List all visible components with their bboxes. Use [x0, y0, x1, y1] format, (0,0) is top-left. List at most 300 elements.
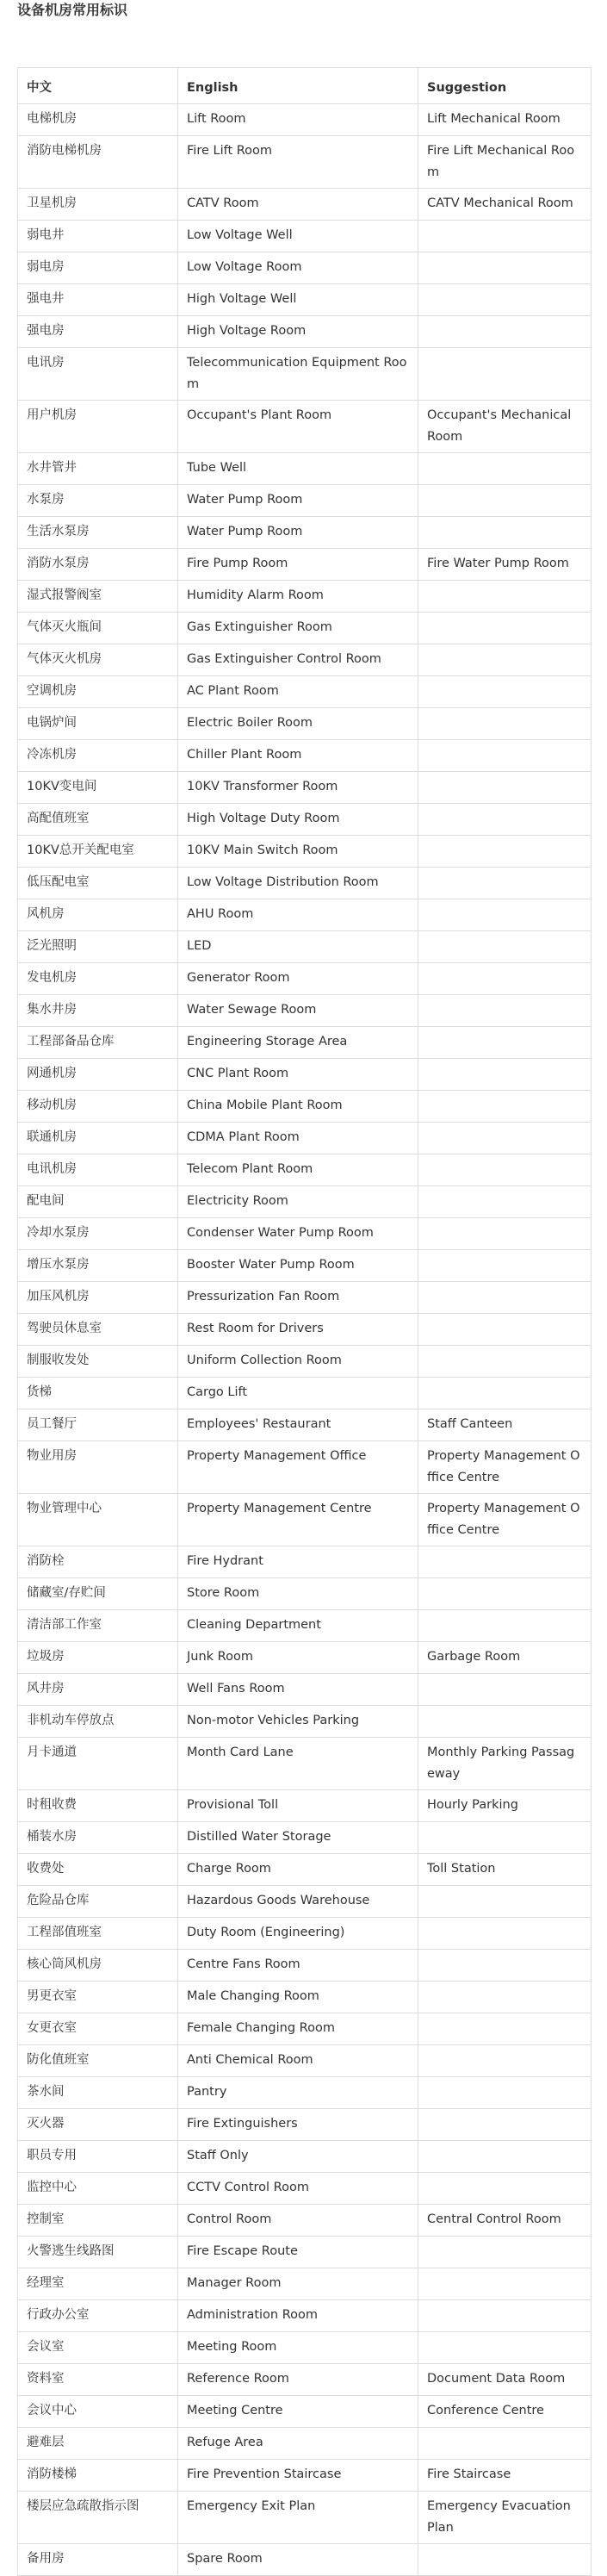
cell-suggestion	[418, 2268, 592, 2300]
cell-chinese: 备用房	[18, 2544, 178, 2576]
cell-suggestion	[418, 517, 592, 549]
cell-chinese: 弱电井	[18, 221, 178, 252]
cell-english: LED	[178, 931, 418, 963]
cell-suggestion	[418, 2237, 592, 2268]
cell-english: Generator Room	[178, 963, 418, 995]
cell-suggestion	[418, 453, 592, 485]
table-row	[18, 1822, 592, 1854]
table-row	[18, 1378, 592, 1409]
table-row	[18, 2460, 592, 2492]
table-row	[18, 104, 592, 136]
cell-suggestion: Fire Water Pump Room	[418, 549, 592, 581]
cell-suggestion	[418, 644, 592, 676]
table-row	[18, 136, 592, 189]
cell-english: Meeting Centre	[178, 2396, 418, 2428]
table-row	[18, 644, 592, 676]
cell-suggestion	[418, 2013, 592, 2045]
cell-chinese: 灭火器	[18, 2109, 178, 2141]
table-row	[18, 549, 592, 581]
cell-chinese: 经理室	[18, 2268, 178, 2300]
table-row	[18, 1950, 592, 1982]
cell-chinese: 风机房	[18, 899, 178, 931]
cell-suggestion	[418, 1822, 592, 1854]
cell-suggestion	[418, 2141, 592, 2173]
cell-english: Centre Fans Room	[178, 1950, 418, 1982]
cell-english: Condenser Water Pump Room	[178, 1218, 418, 1250]
table-row	[18, 252, 592, 284]
cell-chinese: 水井管井	[18, 453, 178, 485]
table-row	[18, 1918, 592, 1950]
table-row	[18, 2205, 592, 2237]
cell-chinese: 配电间	[18, 1186, 178, 1218]
cell-suggestion	[418, 1578, 592, 1610]
cell-english: Telecommunication Equipment Room	[178, 348, 418, 401]
cell-chinese: 网通机房	[18, 1059, 178, 1091]
cell-chinese: 强电房	[18, 316, 178, 348]
table-row	[18, 2268, 592, 2300]
table-row	[18, 221, 592, 252]
cell-chinese: 用户机房	[18, 401, 178, 453]
cell-suggestion: Conference Centre	[418, 2396, 592, 2428]
cell-chinese: 泛光照明	[18, 931, 178, 963]
cell-english: Electricity Room	[178, 1186, 418, 1218]
cell-suggestion	[418, 316, 592, 348]
cell-suggestion	[418, 485, 592, 517]
cell-chinese: 电梯机房	[18, 104, 178, 136]
cell-suggestion	[418, 1706, 592, 1738]
cell-suggestion: Hourly Parking	[418, 1790, 592, 1822]
column-header-english: English	[178, 68, 418, 104]
cell-english: Lift Room	[178, 104, 418, 136]
cell-chinese: 移动机房	[18, 1091, 178, 1123]
table-row	[18, 740, 592, 772]
table-row	[18, 2492, 592, 2544]
column-header-chinese: 中文	[18, 68, 178, 104]
cell-chinese: 垃圾房	[18, 1642, 178, 1674]
cell-chinese: 空调机房	[18, 676, 178, 708]
cell-english: Engineering Storage Area	[178, 1027, 418, 1059]
cell-chinese: 消防栓	[18, 1546, 178, 1578]
table-row	[18, 613, 592, 644]
table-row	[18, 2332, 592, 2364]
table-row	[18, 189, 592, 221]
cell-chinese: 低压配电室	[18, 868, 178, 899]
cell-suggestion	[418, 348, 592, 401]
cell-suggestion	[418, 1123, 592, 1154]
cell-chinese: 湿式报警阀室	[18, 581, 178, 613]
cell-chinese: 非机动车停放点	[18, 1706, 178, 1738]
cell-chinese: 10KV总开关配电室	[18, 836, 178, 868]
cell-english: Pressurization Fan Room	[178, 1282, 418, 1314]
cell-english: Water Pump Room	[178, 517, 418, 549]
cell-english: Fire Extinguishers	[178, 2109, 418, 2141]
cell-chinese: 10KV变电间	[18, 772, 178, 804]
glossary-table	[17, 67, 592, 2576]
cell-english: Low Voltage Room	[178, 252, 418, 284]
cell-english: Non-motor Vehicles Parking	[178, 1706, 418, 1738]
table-row	[18, 836, 592, 868]
cell-chinese: 集水井房	[18, 995, 178, 1027]
cell-english: Low Voltage Distribution Room	[178, 868, 418, 899]
cell-chinese: 职员专用	[18, 2141, 178, 2173]
cell-chinese: 消防电梯机房	[18, 136, 178, 189]
cell-suggestion	[418, 931, 592, 963]
cell-english: Junk Room	[178, 1642, 418, 1674]
cell-chinese: 收费处	[18, 1854, 178, 1886]
cell-english: Tube Well	[178, 453, 418, 485]
table-row	[18, 1578, 592, 1610]
table-row	[18, 581, 592, 613]
cell-chinese: 月卡通道	[18, 1738, 178, 1790]
cell-chinese: 危险品仓库	[18, 1886, 178, 1918]
table-row	[18, 485, 592, 517]
cell-chinese: 电锅炉间	[18, 708, 178, 740]
cell-suggestion	[418, 1982, 592, 2013]
table-row	[18, 676, 592, 708]
cell-english: Distilled Water Storage	[178, 1822, 418, 1854]
cell-suggestion: Document Data Room	[418, 2364, 592, 2396]
cell-suggestion	[418, 1186, 592, 1218]
table-row	[18, 2141, 592, 2173]
cell-english: Humidity Alarm Room	[178, 581, 418, 613]
cell-suggestion	[418, 1546, 592, 1578]
cell-suggestion	[418, 1610, 592, 1642]
cell-chinese: 控制室	[18, 2205, 178, 2237]
cell-english: Water Sewage Room	[178, 995, 418, 1027]
cell-chinese: 冷冻机房	[18, 740, 178, 772]
cell-english: Male Changing Room	[178, 1982, 418, 2013]
cell-english: Emergency Exit Plan	[178, 2492, 418, 2544]
cell-chinese: 强电井	[18, 284, 178, 316]
cell-suggestion: Staff Canteen	[418, 1409, 592, 1441]
cell-chinese: 员工餐厅	[18, 1409, 178, 1441]
cell-chinese: 气体灭火瓶间	[18, 613, 178, 644]
cell-chinese: 货梯	[18, 1378, 178, 1409]
table-row	[18, 1546, 592, 1578]
table-row	[18, 1610, 592, 1642]
cell-chinese: 水泵房	[18, 485, 178, 517]
cell-suggestion	[418, 581, 592, 613]
cell-chinese: 消防水泵房	[18, 549, 178, 581]
table-row	[18, 2013, 592, 2045]
cell-suggestion: Toll Station	[418, 1854, 592, 1886]
cell-suggestion	[418, 676, 592, 708]
cell-english: Manager Room	[178, 2268, 418, 2300]
table-row	[18, 1886, 592, 1918]
column-header-suggestion: Suggestion	[418, 68, 592, 104]
table-row	[18, 1282, 592, 1314]
table-row	[18, 868, 592, 899]
cell-chinese: 工程部值班室	[18, 1918, 178, 1950]
cell-english: Month Card Lane	[178, 1738, 418, 1790]
cell-suggestion	[418, 2077, 592, 2109]
cell-suggestion	[418, 899, 592, 931]
cell-english: Meeting Room	[178, 2332, 418, 2364]
cell-suggestion	[418, 1378, 592, 1409]
table-row	[18, 284, 592, 316]
page-title: 设备机房常用标识	[17, 2, 128, 18]
table-row	[18, 2428, 592, 2460]
cell-suggestion	[418, 772, 592, 804]
cell-english: Anti Chemical Room	[178, 2045, 418, 2077]
cell-suggestion: Occupant's Mechanical Room	[418, 401, 592, 453]
cell-chinese: 会议室	[18, 2332, 178, 2364]
cell-chinese: 驾驶员休息室	[18, 1314, 178, 1346]
cell-suggestion	[418, 1091, 592, 1123]
cell-english: AHU Room	[178, 899, 418, 931]
cell-suggestion: Emergency Evacuation Plan	[418, 2492, 592, 2544]
cell-suggestion	[418, 1950, 592, 1982]
cell-chinese: 冷却水泵房	[18, 1218, 178, 1250]
cell-english: Low Voltage Well	[178, 221, 418, 252]
cell-chinese: 避难层	[18, 2428, 178, 2460]
cell-english: Female Changing Room	[178, 2013, 418, 2045]
cell-chinese: 男更衣室	[18, 1982, 178, 2013]
cell-suggestion	[418, 2045, 592, 2077]
cell-chinese: 制服收发处	[18, 1346, 178, 1378]
table-row	[18, 2077, 592, 2109]
title-spacer	[0, 21, 607, 67]
table-row	[18, 1854, 592, 1886]
cell-chinese: 茶水间	[18, 2077, 178, 2109]
table-body	[18, 104, 592, 2576]
cell-english: Well Fans Room	[178, 1674, 418, 1706]
cell-chinese: 消防楼梯	[18, 2460, 178, 2492]
cell-suggestion	[418, 252, 592, 284]
cell-suggestion	[418, 221, 592, 252]
table-row	[18, 1059, 592, 1091]
table-row	[18, 1154, 592, 1186]
table-row	[18, 1091, 592, 1123]
table-row	[18, 2300, 592, 2332]
cell-suggestion: Fire Staircase	[418, 2460, 592, 2492]
table-row	[18, 2544, 592, 2576]
cell-english: High Voltage Room	[178, 316, 418, 348]
table-row	[18, 1738, 592, 1790]
cell-english: Staff Only	[178, 2141, 418, 2173]
cell-suggestion	[418, 1218, 592, 1250]
cell-chinese: 监控中心	[18, 2173, 178, 2205]
cell-chinese: 弱电房	[18, 252, 178, 284]
table-row	[18, 1314, 592, 1346]
cell-english: Rest Room for Drivers	[178, 1314, 418, 1346]
table-row	[18, 2173, 592, 2205]
cell-chinese: 时租收费	[18, 1790, 178, 1822]
table-header-row	[18, 68, 592, 104]
cell-english: Water Pump Room	[178, 485, 418, 517]
cell-english: Fire Hydrant	[178, 1546, 418, 1578]
table-row	[18, 995, 592, 1027]
table-row	[18, 963, 592, 995]
cell-english: 10KV Main Switch Room	[178, 836, 418, 868]
cell-chinese: 核心筒风机房	[18, 1950, 178, 1982]
cell-chinese: 电讯机房	[18, 1154, 178, 1186]
table-row	[18, 804, 592, 836]
table-row	[18, 1346, 592, 1378]
cell-suggestion: Monthly Parking Passageway	[418, 1738, 592, 1790]
cell-suggestion	[418, 1250, 592, 1282]
table-row	[18, 2396, 592, 2428]
cell-chinese: 联通机房	[18, 1123, 178, 1154]
table-row	[18, 708, 592, 740]
cell-suggestion	[418, 2300, 592, 2332]
cell-chinese: 桶装水房	[18, 1822, 178, 1854]
table-row	[18, 1409, 592, 1441]
cell-english: CDMA Plant Room	[178, 1123, 418, 1154]
cell-english: Occupant's Plant Room	[178, 401, 418, 453]
cell-suggestion	[418, 2428, 592, 2460]
cell-english: Cleaning Department	[178, 1610, 418, 1642]
cell-english: Provisional Toll	[178, 1790, 418, 1822]
cell-english: Booster Water Pump Room	[178, 1250, 418, 1282]
cell-english: Fire Lift Room	[178, 136, 418, 189]
cell-suggestion	[418, 1059, 592, 1091]
cell-english: Gas Extinguisher Control Room	[178, 644, 418, 676]
cell-english: Hazardous Goods Warehouse	[178, 1886, 418, 1918]
cell-suggestion	[418, 1154, 592, 1186]
table-row	[18, 1642, 592, 1674]
cell-chinese: 高配值班室	[18, 804, 178, 836]
cell-chinese: 会议中心	[18, 2396, 178, 2428]
cell-english: Employees' Restaurant	[178, 1409, 418, 1441]
cell-chinese: 加压风机房	[18, 1282, 178, 1314]
cell-english: 10KV Transformer Room	[178, 772, 418, 804]
cell-english: Spare Room	[178, 2544, 418, 2576]
cell-english: Uniform Collection Room	[178, 1346, 418, 1378]
cell-chinese: 防化值班室	[18, 2045, 178, 2077]
table-row	[18, 1186, 592, 1218]
table-row	[18, 517, 592, 549]
cell-suggestion	[418, 1886, 592, 1918]
table-row	[18, 1441, 592, 1494]
table-row	[18, 772, 592, 804]
cell-chinese: 物业管理中心	[18, 1494, 178, 1546]
cell-english: Chiller Plant Room	[178, 740, 418, 772]
cell-english: Duty Room (Engineering)	[178, 1918, 418, 1950]
table-row	[18, 1218, 592, 1250]
cell-suggestion	[418, 1918, 592, 1950]
cell-suggestion	[418, 995, 592, 1027]
table-row	[18, 2364, 592, 2396]
cell-english: CCTV Control Room	[178, 2173, 418, 2205]
table-row	[18, 1250, 592, 1282]
cell-suggestion: Central Control Room	[418, 2205, 592, 2237]
table-row	[18, 2045, 592, 2077]
table-row	[18, 1027, 592, 1059]
cell-chinese: 资料室	[18, 2364, 178, 2396]
cell-suggestion	[418, 1027, 592, 1059]
cell-chinese: 卫星机房	[18, 189, 178, 221]
cell-english: Administration Room	[178, 2300, 418, 2332]
cell-chinese: 气体灭火机房	[18, 644, 178, 676]
cell-english: Property Management Office	[178, 1441, 418, 1494]
table-row	[18, 453, 592, 485]
cell-suggestion	[418, 1282, 592, 1314]
cell-suggestion	[418, 740, 592, 772]
cell-suggestion	[418, 2109, 592, 2141]
cell-suggestion	[418, 2173, 592, 2205]
cell-chinese: 楼层应急疏散指示图	[18, 2492, 178, 2544]
cell-english: Electric Boiler Room	[178, 708, 418, 740]
cell-chinese: 增压水泵房	[18, 1250, 178, 1282]
cell-english: CATV Room	[178, 189, 418, 221]
table-row	[18, 316, 592, 348]
cell-english: Pantry	[178, 2077, 418, 2109]
cell-suggestion	[418, 708, 592, 740]
cell-english: Refuge Area	[178, 2428, 418, 2460]
table-row	[18, 899, 592, 931]
cell-suggestion: Property Management Office Centre	[418, 1441, 592, 1494]
cell-chinese: 物业用房	[18, 1441, 178, 1494]
cell-suggestion	[418, 1674, 592, 1706]
cell-suggestion: Property Management Office Centre	[418, 1494, 592, 1546]
cell-english: AC Plant Room	[178, 676, 418, 708]
cell-suggestion	[418, 1314, 592, 1346]
table-header	[18, 68, 592, 104]
cell-english: Cargo Lift	[178, 1378, 418, 1409]
cell-suggestion	[418, 963, 592, 995]
table-row	[18, 1706, 592, 1738]
cell-suggestion	[418, 836, 592, 868]
cell-chinese: 风井房	[18, 1674, 178, 1706]
cell-english: Fire Pump Room	[178, 549, 418, 581]
cell-english: China Mobile Plant Room	[178, 1091, 418, 1123]
table-row	[18, 1982, 592, 2013]
cell-chinese: 女更衣室	[18, 2013, 178, 2045]
table-row	[18, 1494, 592, 1546]
cell-chinese: 电讯房	[18, 348, 178, 401]
cell-suggestion	[418, 613, 592, 644]
cell-english: Telecom Plant Room	[178, 1154, 418, 1186]
table-row	[18, 348, 592, 401]
cell-english: High Voltage Well	[178, 284, 418, 316]
cell-suggestion	[418, 804, 592, 836]
cell-english: Reference Room	[178, 2364, 418, 2396]
cell-suggestion	[418, 284, 592, 316]
cell-english: Charge Room	[178, 1854, 418, 1886]
cell-chinese: 储藏室/存贮间	[18, 1578, 178, 1610]
cell-suggestion: Fire Lift Mechanical Room	[418, 136, 592, 189]
cell-suggestion: CATV Mechanical Room	[418, 189, 592, 221]
cell-english: Fire Prevention Staircase	[178, 2460, 418, 2492]
cell-english: Fire Escape Route	[178, 2237, 418, 2268]
table-row	[18, 401, 592, 453]
table-row	[18, 1123, 592, 1154]
cell-suggestion	[418, 2332, 592, 2364]
cell-chinese: 生活水泵房	[18, 517, 178, 549]
table-row	[18, 2109, 592, 2141]
cell-english: Gas Extinguisher Room	[178, 613, 418, 644]
cell-english: CNC Plant Room	[178, 1059, 418, 1091]
cell-suggestion: Lift Mechanical Room	[418, 104, 592, 136]
cell-chinese: 发电机房	[18, 963, 178, 995]
table-row	[18, 1674, 592, 1706]
cell-english: Control Room	[178, 2205, 418, 2237]
table-row	[18, 1790, 592, 1822]
table-row	[18, 2237, 592, 2268]
cell-suggestion	[418, 868, 592, 899]
cell-chinese: 工程部备品仓库	[18, 1027, 178, 1059]
cell-suggestion	[418, 1346, 592, 1378]
cell-english: Property Management Centre	[178, 1494, 418, 1546]
cell-english: High Voltage Duty Room	[178, 804, 418, 836]
cell-chinese: 行政办公室	[18, 2300, 178, 2332]
cell-chinese: 清洁部工作室	[18, 1610, 178, 1642]
cell-suggestion	[418, 2544, 592, 2576]
cell-suggestion: Garbage Room	[418, 1642, 592, 1674]
cell-english: Store Room	[178, 1578, 418, 1610]
cell-chinese: 火警逃生线路图	[18, 2237, 178, 2268]
